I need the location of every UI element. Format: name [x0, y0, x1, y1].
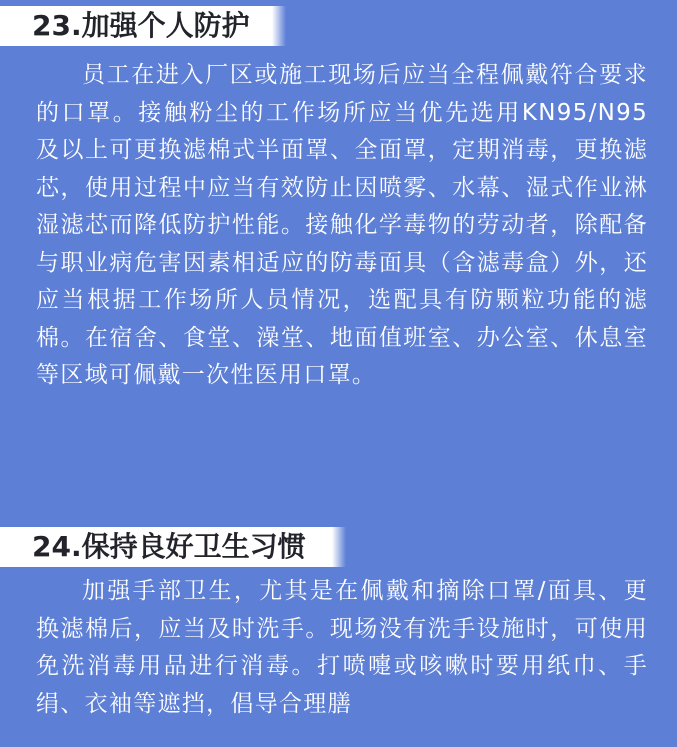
- section-body-23: 员工在进入厂区或施工现场后应当全程佩戴符合要求的口罩。接触粉尘的工作场所应当优先选用KN95/N95及以上可更换滤棉式半面罩、全面罩，定期消毒，更换滤芯，使用过程中应当有效防止因喷雾、水幕、湿式作业淋湿滤芯而降低防护性能。接触化学毒物的劳动者，除配备与职业病危害因素相适应的防毒面具（含滤毒盒）外，还应当根据工作场所人员情况，选配具有防颗粒功能的滤棉。在宿舍、食堂、澡堂、地面值班室、办公室、休息室等区域可佩戴一次性医用口罩。: [36, 62, 648, 388]
- section-heading-24: 24.保持良好卫生习惯: [0, 527, 332, 567]
- section-body-24: 加强手部卫生，尤其是在佩戴和摘除口罩/面具、更换滤棉后，应当及时洗手。现场没有洗手设施时，可使用免洗消毒用品进行消毒。打喷嚏或咳嗽时要用纸巾、手绢、衣袖等遮挡，倡导合理膳: [36, 578, 648, 717]
- section-heading-23: 23.加强个人防护: [0, 6, 272, 46]
